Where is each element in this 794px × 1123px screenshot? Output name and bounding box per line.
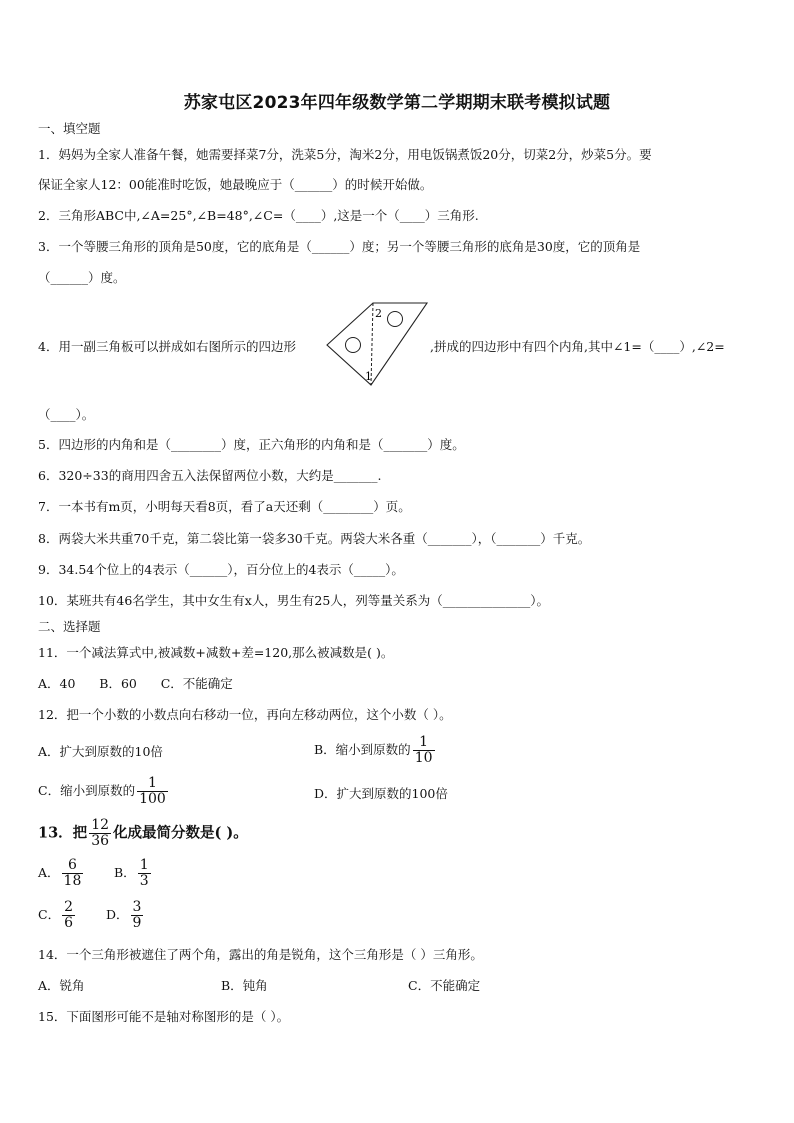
fraction-numerator: 6 xyxy=(62,858,84,874)
angle-1-label: 1 xyxy=(365,370,372,383)
fraction-1-3 xyxy=(138,858,151,889)
fraction-denominator: 18 xyxy=(63,873,82,889)
question-1-line-1: 1．妈妈为全家人准备午餐，她需要择菜7分，洗菜5分，淘米2分，用电饭锅煮饭20分，切菜2分，炒菜5分。要 xyxy=(38,147,652,162)
question-15: 15．下面图形可能不是轴对称图形的是（ ）。 xyxy=(38,1009,290,1024)
question-10: 10．某班共有46名学生，其中女生有x人，男生有25人，列等量关系为（______________）。 xyxy=(38,593,550,608)
option-label: A． xyxy=(38,865,60,880)
option-b-text: B．缩小到原数的 xyxy=(314,742,411,757)
question-11-options: A．40 B．60 C．不能确定 xyxy=(38,676,233,691)
question-13 xyxy=(38,818,248,849)
fraction-numerator: 12 xyxy=(91,817,110,833)
option-c-text: C．缩小到原数的 xyxy=(38,783,136,798)
fraction-denominator: 10 xyxy=(414,750,433,766)
triangle-set-quadrilateral-figure xyxy=(325,301,429,389)
fraction-numerator: 1 xyxy=(137,776,168,792)
fraction-denominator: 6 xyxy=(64,915,73,931)
fraction-denominator: 36 xyxy=(91,833,110,849)
question-4-prefix: 4．用一副三角板可以拼成如右图所示的四边形 xyxy=(38,339,296,354)
fraction-denominator: 100 xyxy=(139,791,166,807)
question-14-option-c: C．不能确定 xyxy=(408,978,481,993)
question-1-line-2: 保证全家人12：00能准时吃饭，她最晚应于（______）的时候开始做。 xyxy=(38,177,433,192)
question-13-suffix: 化成最简分数是( )。 xyxy=(113,824,248,842)
question-4-suffix: ,拼成的四边形中有四个内角,其中∠1=（____）,∠2= xyxy=(430,339,725,354)
question-14: 14．一个三角形被遮住了两个角，露出的角是锐角，这个三角形是（ ）三角形。 xyxy=(38,947,483,962)
question-14-option-b: B．钝角 xyxy=(221,978,268,993)
question-2: 2．三角形ABC中,∠A=25°,∠B=48°,∠C=（____）,这是一个（____）三角形. xyxy=(38,208,479,223)
option-label: B． xyxy=(114,865,136,880)
question-3-line-1: 3．一个等腰三角形的顶角是50度，它的底角是（______）度；另一个等腰三角形的底角是30度，它的顶角是 xyxy=(38,239,641,254)
question-11: 11．一个减法算式中,被减数+减数+差=120,那么被减数是( )。 xyxy=(38,645,394,660)
fraction-one-tenth xyxy=(413,735,435,766)
left-hole-circle xyxy=(346,338,361,353)
question-9: 9．34.54个位上的4表示（______），百分位上的4表示（_____）。 xyxy=(38,562,404,577)
option-label: C． xyxy=(38,907,61,922)
fraction-denominator: 9 xyxy=(132,915,142,931)
fraction-numerator: 3 xyxy=(132,899,142,915)
question-12-option-d: D．扩大到原数的100倍 xyxy=(314,786,448,801)
question-13-prefix: 13．把 xyxy=(38,824,88,842)
question-6: 6．320÷33的商用四舍五入法保留两位小数，大约是_______. xyxy=(38,468,382,483)
question-12-option-b xyxy=(314,735,437,766)
question-7: 7．一本书有m页，小明每天看8页，看了a天还剩（________）页。 xyxy=(38,499,411,514)
question-12-option-c xyxy=(38,776,170,807)
question-3-line-2: （______）度。 xyxy=(38,270,126,285)
page-title: 苏家屯区2023年四年级数学第二学期期末联考模拟试题 xyxy=(183,93,611,113)
question-8: 8．两袋大米共重70千克，第二袋比第一袋多30千克。两袋大米各重（_______），（_______）千克。 xyxy=(38,531,591,546)
option-label: D． xyxy=(106,907,129,922)
fraction-2-6 xyxy=(62,900,75,931)
question-12: 12．把一个小数的小数点向右移动一位，再向左移动两位，这个小数（ ）。 xyxy=(38,707,452,722)
question-4-line-2: （____）。 xyxy=(38,407,95,422)
question-13-option-a xyxy=(38,858,85,889)
section-multiple-choice: 二、选择题 xyxy=(38,619,101,634)
right-hole-circle xyxy=(388,312,403,327)
fraction-12-36 xyxy=(89,818,111,849)
question-13-option-d xyxy=(106,900,145,931)
question-14-option-a: A．锐角 xyxy=(38,978,85,993)
fraction-numerator: 2 xyxy=(64,899,73,915)
question-13-option-c xyxy=(38,900,77,931)
fraction-one-hundredth xyxy=(137,776,168,807)
fraction-3-9 xyxy=(131,900,144,931)
question-5: 5．四边形的内角和是（________）度，正六角形的内角和是（_______）度。 xyxy=(38,437,465,452)
fraction-denominator: 3 xyxy=(139,873,149,889)
section-fill-in-blank: 一、填空题 xyxy=(38,121,101,136)
fraction-numerator: 1 xyxy=(139,857,149,873)
angle-2-label: 2 xyxy=(375,307,382,320)
question-13-option-b xyxy=(114,858,153,889)
fraction-numerator: 1 xyxy=(413,735,435,751)
fraction-6-18 xyxy=(62,858,84,889)
question-12-option-a: A．扩大到原数的10倍 xyxy=(38,744,163,759)
